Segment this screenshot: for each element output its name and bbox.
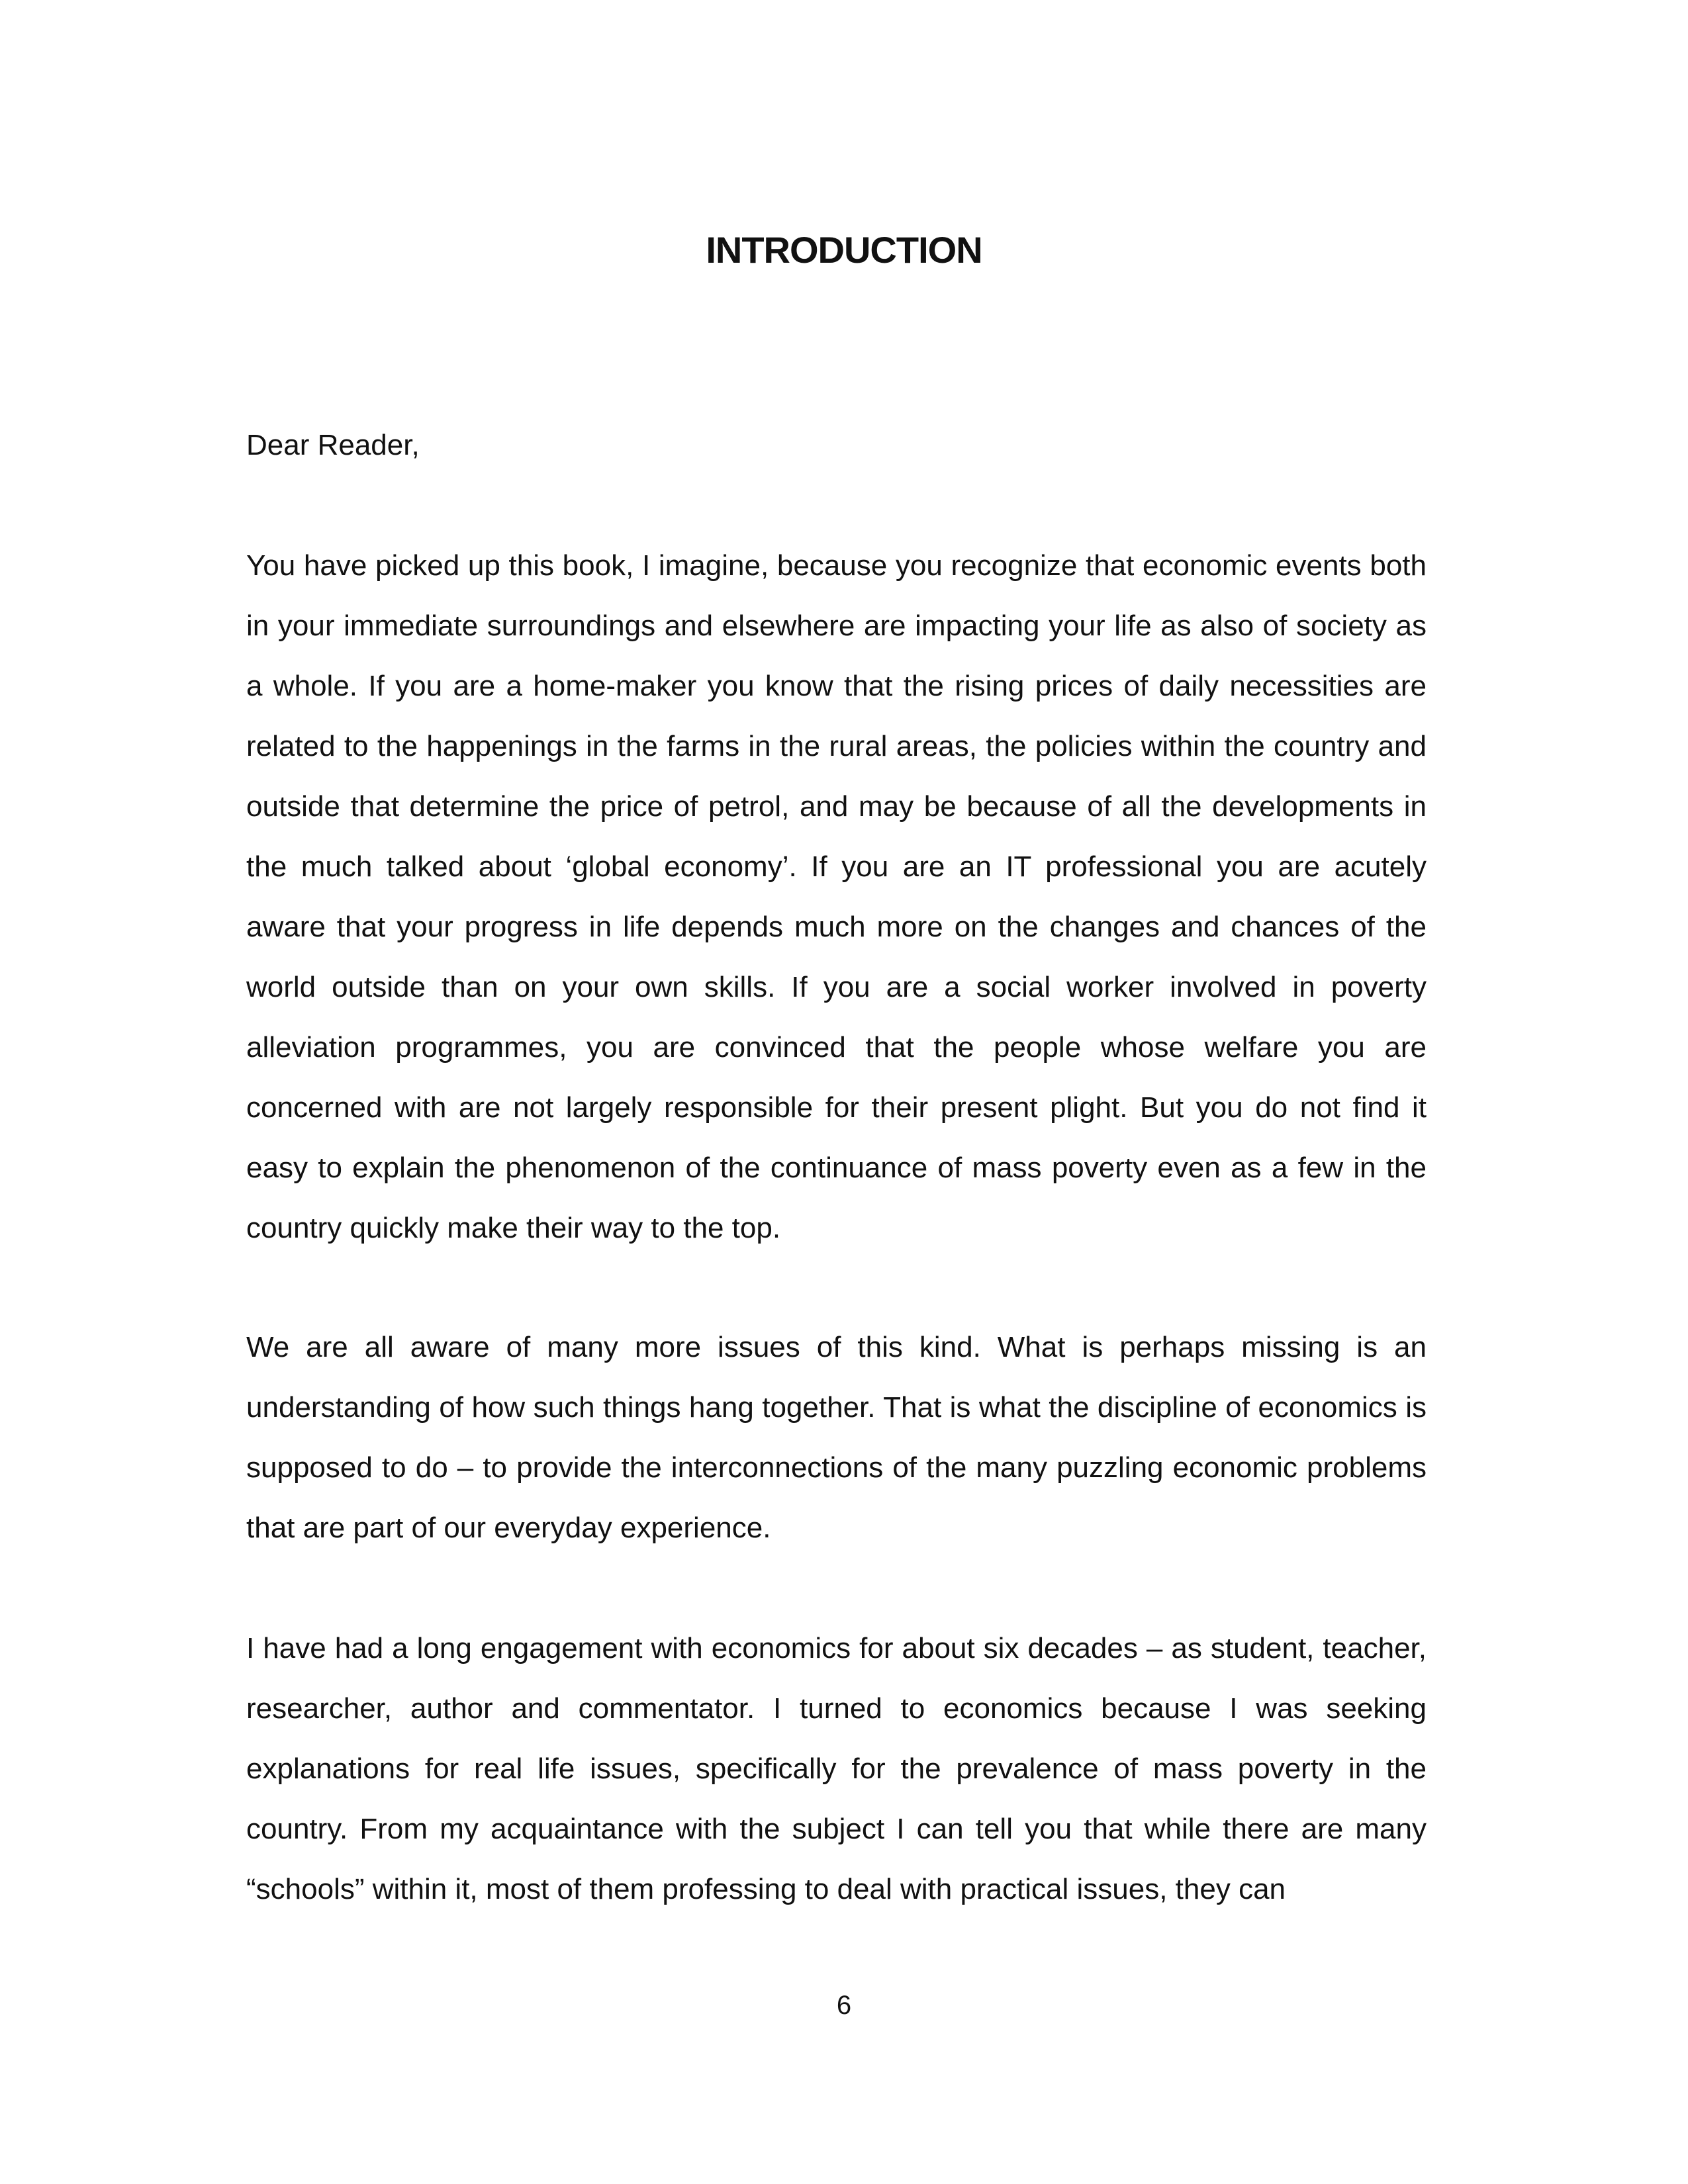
paragraph: You have picked up this book, I imagine, because you recognize that economic events both in your immediate surroundings and elsewhere are impacting your life as also of society as a whole. If you are a home-maker you know that the rising prices of daily necessities are related to the happenings in the farms in the rural areas, the policies within the country and outside that determine the price of petrol, and may be because of all the developments in the much talked about ‘global economy’. If you are an IT professional you are acutely aware that your progress in life depends much more on the changes and chances of the world outside than on your own skills. If you are a social worker involved in poverty alleviation programmes, you are convinced that the people whose welfare you are concerned with are not largely responsible for their present plight. But you do not find it easy to explain the phenomenon of the continuance of mass poverty even as a few in the country quickly make their way to the top. bbox=[246, 549, 1427, 1244]
salutation: Dear Reader, bbox=[246, 429, 420, 461]
page-number: 6 bbox=[836, 1991, 852, 2020]
paragraph: We are all aware of many more issues of this kind. What is perhaps missing is an understanding of how such things hang together. That is what the discipline of economics is supposed to do – to provide the interconnections of the many puzzling economic problems that are part of our everyday experience. bbox=[246, 1331, 1427, 1544]
paragraph: I have had a long engagement with economics for about six decades – as student, teacher, researcher, author and commentator. I turned to economics because I was seeking explanations for real life issues, specifically for the prevalence of mass poverty in the country. From my acquaintance with the subject I can tell you that while there are many “schools” within it, most of them professing to deal with practical issues, they can bbox=[246, 1632, 1427, 1905]
page-title: INTRODUCTION bbox=[706, 228, 982, 271]
